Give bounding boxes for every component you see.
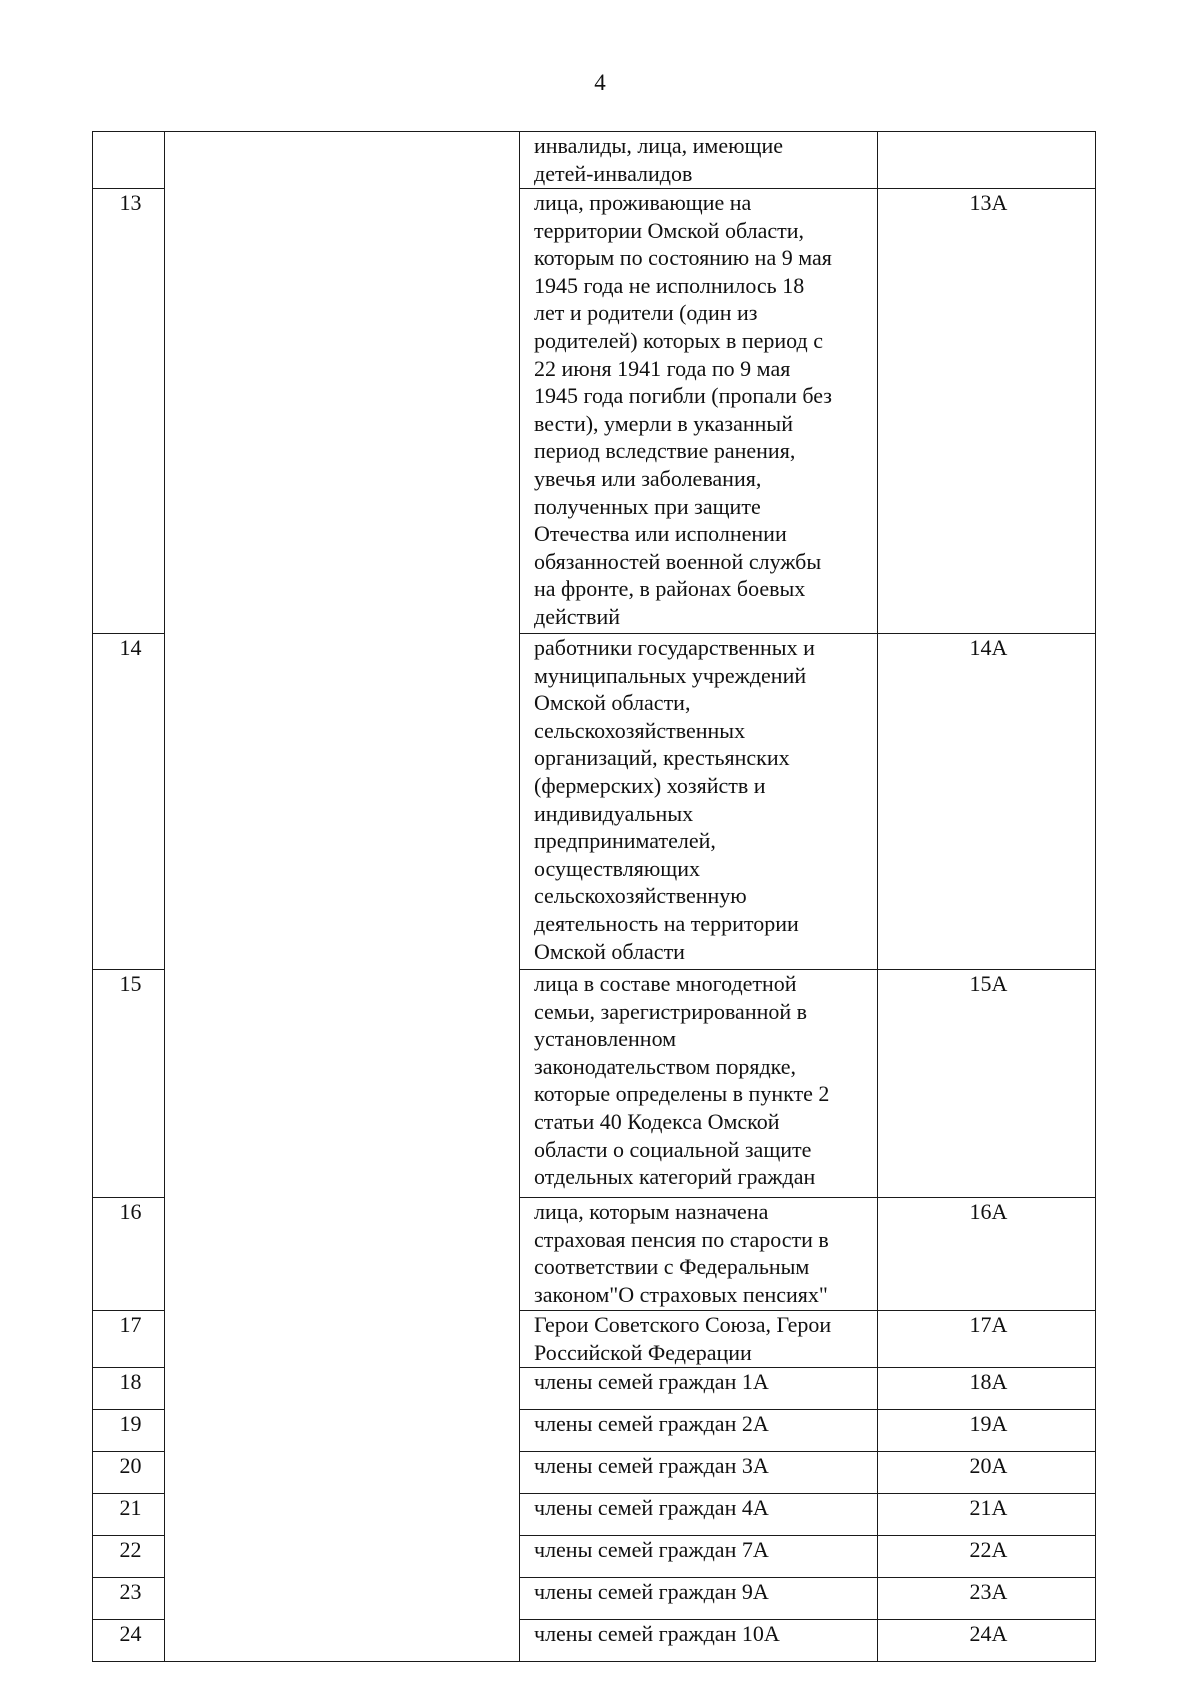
category-code: 20А [878, 1452, 1096, 1494]
row-number: 13 [93, 189, 165, 634]
page-number: 4 [594, 70, 606, 95]
category-description: члены семей граждан 7А [520, 1536, 878, 1578]
row-number: 21 [93, 1494, 165, 1536]
category-code: 18А [878, 1368, 1096, 1410]
row-number: 24 [93, 1620, 165, 1662]
row-number: 14 [93, 634, 165, 970]
row-number: 17 [93, 1311, 165, 1368]
category-code: 21А [878, 1494, 1096, 1536]
category-code: 23А [878, 1578, 1096, 1620]
category-description: члены семей граждан 10А [520, 1620, 878, 1662]
row-number: 18 [93, 1368, 165, 1410]
row-number: 15 [93, 970, 165, 1198]
category-code: 13А [878, 189, 1096, 634]
category-code: 19А [878, 1410, 1096, 1452]
category-description: работники государственных и муниципальных учреждений Омской области, сельскохозяйственных организаций, крестьянских (фермерских) хозяйств и индивидуальных предпринимателей, осуществляющих сельскохозяйственную деятельность на территории Омской области [520, 634, 878, 970]
category-description: лица, проживающие на территории Омской области, которым по состоянию на 9 мая 1945 года не исполнилось 18 лет и родители (один из родителей) которых в период с 22 июня 1941 года по 9 мая 1945 года погибли (пропали без вести), умерли в указанный период вследствие ранения, увечья или заболевания, полученных при защите Отечества или исполнении обязанностей военной службы на фронте, в районах боевых действий [520, 189, 878, 634]
empty-merged-column [165, 132, 520, 1662]
category-description: лица, которым назначена страховая пенсия по старости в соответствии с Федеральным законом"О страховых пенсиях" [520, 1198, 878, 1311]
category-code: 22А [878, 1536, 1096, 1578]
category-code: 17А [878, 1311, 1096, 1368]
table-row [93, 132, 1096, 189]
category-description: члены семей граждан 4А [520, 1494, 878, 1536]
row-number: 19 [93, 1410, 165, 1452]
category-code: 24А [878, 1620, 1096, 1662]
table-body [93, 132, 1096, 1662]
category-description: члены семей граждан 3А [520, 1452, 878, 1494]
row-number: 23 [93, 1578, 165, 1620]
category-description: Герои Советского Союза, Герои Российской Федерации [520, 1311, 878, 1368]
beneficiary-table [92, 131, 1096, 1662]
row-number: 22 [93, 1536, 165, 1578]
category-description: инвалиды, лица, имеющие детей-инвалидов [520, 132, 878, 189]
category-code: 16А [878, 1198, 1096, 1311]
row-number: 16 [93, 1198, 165, 1311]
category-description: члены семей граждан 2А [520, 1410, 878, 1452]
row-number [93, 132, 165, 189]
category-description: члены семей граждан 1А [520, 1368, 878, 1410]
category-code [878, 132, 1096, 189]
category-description: лица в составе многодетной семьи, зарегистрированной в установленном законодательством порядке, которые определены в пункте 2 статьи 40 Кодекса Омской области о социальной защите отдельных категорий граждан [520, 970, 878, 1198]
row-number: 20 [93, 1452, 165, 1494]
category-description: члены семей граждан 9А [520, 1578, 878, 1620]
category-code: 15А [878, 970, 1096, 1198]
category-code: 14А [878, 634, 1096, 970]
